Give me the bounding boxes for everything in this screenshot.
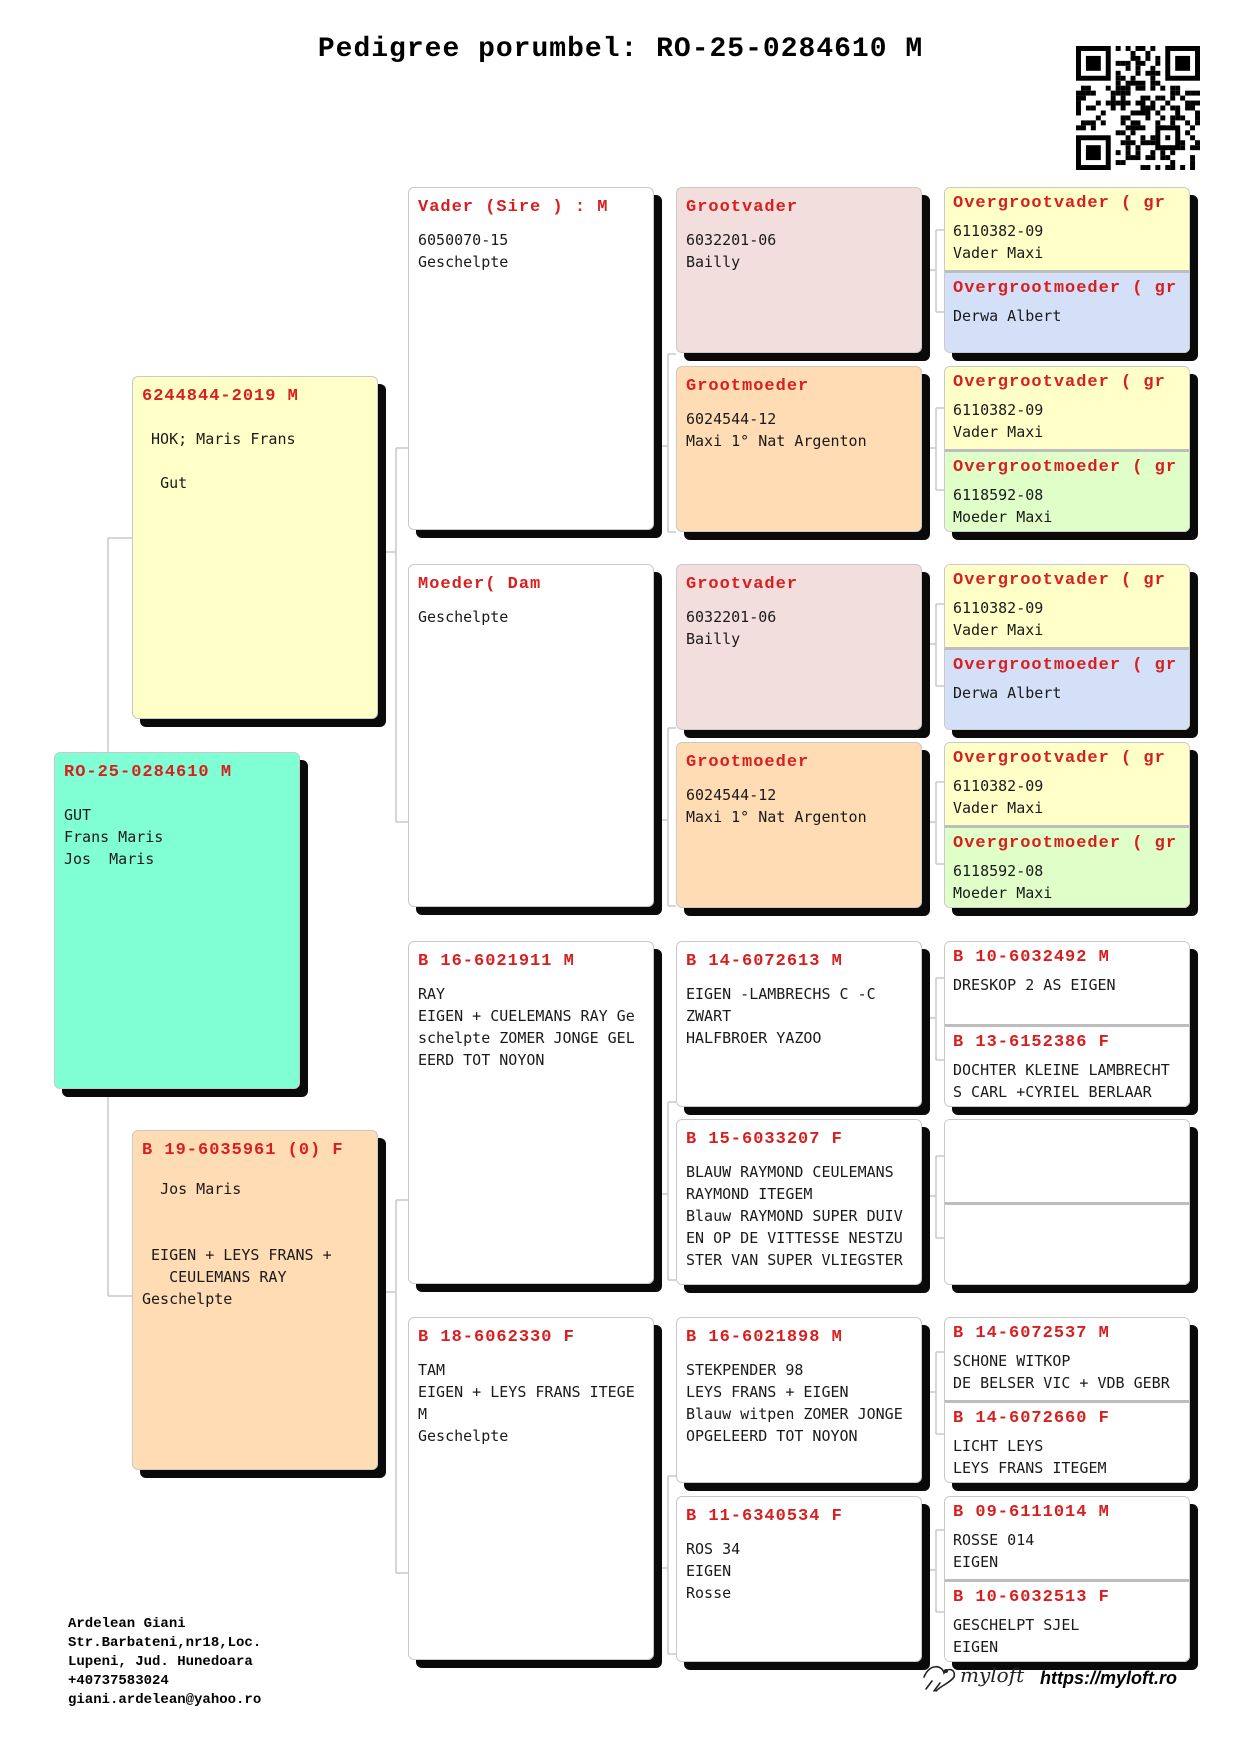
- dam-box[interactable]: [132, 1130, 378, 1470]
- gen4-bottom[interactable]: [945, 1579, 1189, 1661]
- gen4-head: Overgrootvader ( gr: [953, 749, 1166, 768]
- gen4-details: SCHONE WITKOP DE BELSER VIC + VDB GEBR: [953, 1352, 1170, 1392]
- gen2-head: B 16-6021911 M: [418, 952, 575, 971]
- gen3-head: Grootmoeder: [686, 753, 810, 772]
- gen3-details: BLAUW RAYMOND CEULEMANS RAYMOND ITEGEM Blauw RAYMOND SUPER DUIV EN OP DE VITTESSE NESTZU STER VAN SUPER VLIEGSTER: [686, 1163, 903, 1269]
- gen4-details: 6118592-08 Moeder Maxi: [953, 486, 1053, 526]
- gen2-details: RAY EIGEN + CUELEMANS RAY Ge schelpte ZOMER JONGE GEL EERD TOT NOYON: [418, 985, 635, 1069]
- gen4-top[interactable]: [945, 1120, 1189, 1202]
- gen3-details: 6032201-06 Bailly: [686, 608, 777, 648]
- gen4-bottom[interactable]: [945, 449, 1189, 531]
- gen4-bottom[interactable]: [945, 825, 1189, 907]
- gen4-pair-8[interactable]: [944, 1496, 1190, 1662]
- subject-details: GUT Frans Maris Jos Maris: [64, 806, 164, 868]
- gen3-box-3[interactable]: [676, 564, 922, 730]
- gen3-box-5[interactable]: [676, 941, 922, 1107]
- gen4-details: DRESKOP 2 AS EIGEN: [953, 976, 1116, 994]
- gen3-head: B 14-6072613 M: [686, 952, 843, 971]
- gen4-bottom[interactable]: [945, 647, 1189, 729]
- gen4-pair-2[interactable]: [944, 366, 1190, 532]
- gen3-head: Grootvader: [686, 575, 799, 594]
- gen4-details: 6110382-09 Vader Maxi: [953, 777, 1044, 817]
- gen4-top[interactable]: [945, 367, 1189, 449]
- gen4-pair-4[interactable]: [944, 742, 1190, 908]
- gen2-details: TAM EIGEN + LEYS FRANS ITEGE M Geschelpte: [418, 1361, 635, 1445]
- gen3-head: B 16-6021898 M: [686, 1328, 843, 1347]
- gen4-head: B 14-6072660 F: [953, 1409, 1110, 1428]
- sire-details: HOK; Maris Frans Gut: [151, 430, 296, 492]
- gen3-details: STEKPENDER 98 LEYS FRANS + EIGEN Blauw witpen ZOMER JONGE OPGELEERD TOT NOYON: [686, 1361, 903, 1445]
- owner-address-line-2: Lupeni, Jud. Hunedoara: [68, 1654, 253, 1670]
- gen3-details: ROS 34 EIGEN Rosse: [686, 1540, 741, 1602]
- gen4-head: B 14-6072537 M: [953, 1324, 1110, 1343]
- gen3-head: B 11-6340534 F: [686, 1507, 843, 1526]
- gen2-sire-dam-box[interactable]: [408, 564, 654, 907]
- gen4-head: Overgrootmoeder ( gr: [953, 458, 1178, 477]
- gen4-head: B 13-6152386 F: [953, 1033, 1110, 1052]
- gen4-top[interactable]: [945, 565, 1189, 647]
- gen4-top[interactable]: [945, 1497, 1189, 1579]
- gen4-details: Derwa Albert: [953, 684, 1062, 702]
- gen4-head: Overgrootvader ( gr: [953, 194, 1166, 213]
- gen3-details: 6024544-12 Maxi 1° Nat Argenton: [686, 786, 867, 826]
- gen4-details: Derwa Albert: [953, 307, 1062, 325]
- gen3-details: 6032201-06 Bailly: [686, 231, 777, 271]
- gen4-details: 6110382-09 Vader Maxi: [953, 599, 1044, 639]
- gen3-box-8[interactable]: [676, 1496, 922, 1662]
- gen4-top[interactable]: [945, 188, 1189, 270]
- gen4-head: Overgrootvader ( gr: [953, 373, 1166, 392]
- gen2-head: Vader (Sire ) : M: [418, 198, 609, 217]
- gen2-dam-sire-box[interactable]: [408, 941, 654, 1284]
- gen2-dam-dam-box[interactable]: [408, 1317, 654, 1660]
- gen4-details: GESCHELPT SJEL EIGEN: [953, 1616, 1080, 1656]
- gen4-details: 6118592-08 Moeder Maxi: [953, 862, 1053, 902]
- gen4-details: DOCHTER KLEINE LAMBRECHT S CARL +CYRIEL BERLAAR: [953, 1061, 1170, 1101]
- subject-box[interactable]: [54, 752, 300, 1089]
- gen2-details: Geschelpte: [418, 608, 509, 626]
- pigeon-logo-icon: [920, 1655, 1030, 1695]
- gen3-head: Grootvader: [686, 198, 799, 217]
- gen4-pair-5[interactable]: [944, 941, 1190, 1107]
- gen3-details: 6024544-12 Maxi 1° Nat Argenton: [686, 410, 867, 450]
- gen4-top[interactable]: [945, 743, 1189, 825]
- gen3-head: Grootmoeder: [686, 377, 810, 396]
- gen3-head: B 15-6033207 F: [686, 1130, 843, 1149]
- gen4-bottom[interactable]: [945, 1024, 1189, 1106]
- gen4-pair-1[interactable]: [944, 187, 1190, 353]
- dam-details: Jos Maris EIGEN + LEYS FRANS + CEULEMANS RAY Geschelpte: [142, 1180, 332, 1308]
- gen4-details: LICHT LEYS LEYS FRANS ITEGEM: [953, 1437, 1107, 1477]
- gen4-head: B 10-6032492 M: [953, 948, 1110, 967]
- gen2-sire-sire-box[interactable]: [408, 187, 654, 530]
- gen3-box-6[interactable]: [676, 1119, 922, 1285]
- gen4-details: 6110382-09 Vader Maxi: [953, 401, 1044, 441]
- subject-ring: RO-25-0284610 M: [64, 763, 233, 782]
- gen4-top[interactable]: [945, 1318, 1189, 1400]
- owner-address-line-1: Str.Barbateni,nr18,Loc.: [68, 1635, 262, 1651]
- owner-phone: +40737583024: [68, 1673, 169, 1689]
- sire-box[interactable]: [132, 376, 378, 719]
- gen4-top[interactable]: [945, 942, 1189, 1024]
- gen4-bottom[interactable]: [945, 270, 1189, 352]
- gen4-head: B 09-6111014 M: [953, 1503, 1110, 1522]
- gen4-pair-3[interactable]: [944, 564, 1190, 730]
- gen3-box-4[interactable]: [676, 742, 922, 908]
- dam-ring: B 19-6035961 (0) F: [142, 1141, 344, 1160]
- gen4-bottom[interactable]: [945, 1400, 1189, 1482]
- gen2-head: B 18-6062330 F: [418, 1328, 575, 1347]
- gen3-box-1[interactable]: [676, 187, 922, 353]
- gen3-box-7[interactable]: [676, 1317, 922, 1483]
- gen3-box-2[interactable]: [676, 366, 922, 532]
- owner-email[interactable]: giani.ardelean@yahoo.ro: [68, 1692, 262, 1708]
- gen4-head: Overgrootvader ( gr: [953, 571, 1166, 590]
- page-title: Pedigree porumbel: RO-25-0284610 M: [317, 34, 924, 65]
- brand-url-link[interactable]: https://myloft.ro: [1040, 1668, 1177, 1688]
- gen4-pair-7[interactable]: [944, 1317, 1190, 1483]
- gen3-details: EIGEN -LAMBRECHS C -C ZWART HALFBROER YAZOO: [686, 985, 876, 1047]
- gen4-head: Overgrootmoeder ( gr: [953, 279, 1178, 298]
- gen2-head: Moeder( Dam: [418, 575, 542, 594]
- gen4-details: 6110382-09 Vader Maxi: [953, 222, 1044, 262]
- owner-name: Ardelean Giani: [68, 1616, 186, 1632]
- owner-contact: [68, 1615, 261, 1710]
- gen4-pair-6[interactable]: [944, 1119, 1190, 1285]
- sire-ring: 6244844-2019 M: [142, 387, 299, 406]
- gen2-details: 6050070-15 Geschelpte: [418, 231, 509, 271]
- gen4-head: B 10-6032513 F: [953, 1588, 1110, 1607]
- gen4-head: Overgrootmoeder ( gr: [953, 656, 1178, 675]
- brand-logo-text: myloft: [960, 1663, 1025, 1687]
- gen4-details: ROSSE 014 EIGEN: [953, 1531, 1035, 1571]
- gen4-bottom[interactable]: [945, 1202, 1189, 1284]
- gen4-head: Overgrootmoeder ( gr: [953, 834, 1178, 853]
